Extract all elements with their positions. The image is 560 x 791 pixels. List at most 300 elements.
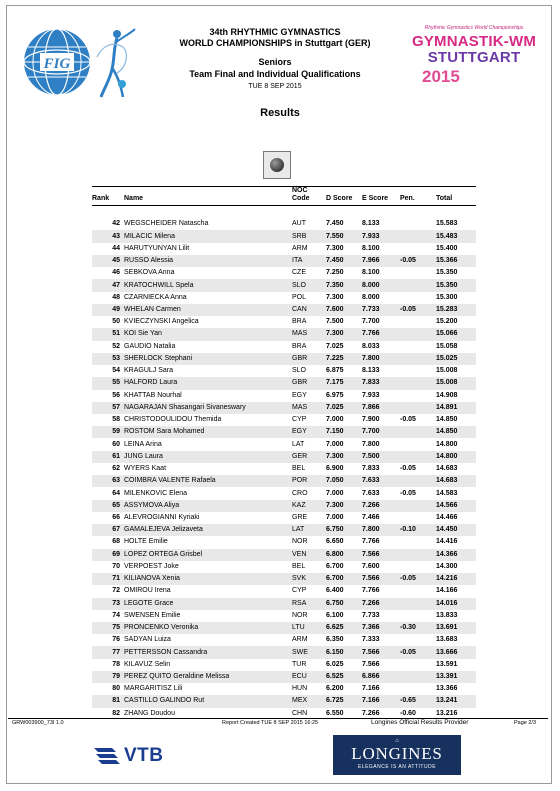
d-score-cell: 6.650: [326, 538, 344, 546]
total-cell: 15.200: [436, 318, 458, 326]
rank-cell: 64: [112, 489, 120, 497]
e-score-cell: 7.266: [362, 598, 400, 610]
d-score-cell: 7.025: [326, 402, 362, 414]
penalty-cell: [400, 683, 436, 695]
noc-cell: MEX: [292, 695, 326, 707]
e-score-cell: 8.100: [362, 269, 380, 277]
total-cell: 15.350: [436, 269, 458, 277]
vtb-logo-text: VTB: [124, 745, 164, 766]
e-score-cell: 7.933: [362, 230, 400, 242]
penalty-cell: [400, 438, 436, 450]
name-cell: KOI Sie Yan: [124, 328, 292, 340]
name-cell: KILIANOVA Xenia: [124, 573, 292, 585]
name-cell: MILENKOVIC Elena: [124, 489, 188, 497]
name-cell: CHRISTODOULIDOU Themida: [124, 416, 222, 424]
table-row: [92, 561, 476, 573]
name-cell: PEREZ QUITO Geraldine Melissa: [124, 671, 292, 683]
noc-cell: CYP: [292, 416, 307, 424]
d-score-cell: 7.175: [326, 377, 362, 389]
d-score-cell: 6.725: [326, 695, 362, 707]
d-score-cell: 7.000: [326, 513, 344, 521]
table-row: [92, 353, 476, 365]
d-score-cell: 7.450: [326, 255, 362, 267]
noc-cell: ARM: [292, 636, 308, 644]
d-score-cell: 7.000: [326, 489, 344, 497]
d-score-cell: 6.700: [326, 573, 362, 585]
table-row: [92, 695, 476, 707]
total-cell: 13.666: [436, 646, 476, 658]
e-score-cell: 8.133: [362, 220, 380, 228]
d-score-cell: 6.025: [326, 660, 344, 668]
penalty-cell: [400, 365, 436, 377]
noc-cell: HUN: [292, 685, 308, 693]
total-cell: 15.025: [436, 353, 476, 365]
rank-cell: 82: [112, 709, 120, 717]
table-row: [92, 255, 476, 267]
noc-cell: BRA: [292, 318, 307, 326]
wm-dot-icon: [118, 80, 126, 88]
d-score-cell: 6.975: [326, 391, 344, 399]
name-cell: KVIECZYNSKI Angelica: [124, 318, 199, 326]
total-cell: 14.216: [436, 573, 476, 585]
col-d-header: D Score: [326, 187, 362, 206]
e-score-cell: 7.633: [362, 489, 380, 497]
penalty-cell: [400, 512, 436, 524]
name-cell: SADYAN Luiza: [124, 636, 171, 644]
table-row: [92, 634, 476, 646]
table-row: [92, 622, 476, 634]
name-cell: SEBKOVA Anna: [124, 269, 175, 277]
total-cell: 15.058: [436, 342, 458, 350]
d-score-cell: 6.750: [326, 524, 362, 536]
penalty-cell: -0.05: [400, 416, 416, 424]
total-cell: 15.350: [436, 279, 476, 291]
table-row: [92, 487, 476, 499]
longines-logo-text: LONGINES: [351, 744, 443, 763]
e-score-cell: 7.766: [362, 538, 380, 546]
document-code: GRW003900_73I 1.0: [12, 720, 64, 726]
e-score-cell: 7.733: [362, 611, 380, 619]
rank-cell: 45: [92, 255, 124, 267]
noc-cell: EGY: [292, 391, 307, 399]
e-score-cell: 7.366: [362, 622, 400, 634]
table-row: [92, 402, 476, 414]
table-row: [92, 549, 476, 561]
total-cell: 13.241: [436, 695, 476, 707]
total-cell: 14.566: [436, 500, 476, 512]
e-score-cell: 7.166: [362, 685, 380, 693]
name-cell: VERPOEST Joke: [124, 562, 179, 570]
total-cell: 14.891: [436, 402, 476, 414]
rank-cell: 50: [112, 318, 120, 326]
penalty-cell: -0.05: [400, 489, 416, 497]
col-total-header: Total: [436, 187, 476, 206]
penalty-cell: [400, 610, 436, 622]
noc-cell: SLO: [292, 367, 307, 375]
total-cell: 14.800: [436, 451, 476, 463]
noc-cell: ARM: [292, 244, 308, 252]
total-cell: 14.850: [436, 416, 458, 424]
name-cell: KRATOCHWILL Spela: [124, 279, 292, 291]
wm-logo-small-text: Rhythmic Gymnastics World Championships: [424, 25, 524, 31]
e-score-cell: 7.700: [362, 426, 400, 438]
e-score-cell: 8.000: [362, 293, 380, 301]
e-score-cell: 7.566: [362, 573, 400, 585]
total-cell: 14.466: [436, 513, 458, 521]
rank-cell: 55: [92, 377, 124, 389]
penalty-cell: [400, 292, 436, 304]
penalty-cell: [400, 316, 436, 328]
table-row: [92, 512, 476, 524]
name-cell: CASTILLO GALINDO Rut: [124, 695, 292, 707]
d-score-cell: 6.150: [326, 646, 362, 658]
results-provider: Longines Official Results Provider: [371, 719, 469, 726]
results-table: [92, 186, 476, 720]
table-row: [92, 267, 476, 279]
table-row: [92, 585, 476, 597]
name-cell: LEINA Arina: [124, 440, 162, 448]
table-row: [92, 451, 476, 463]
table-row: [92, 414, 476, 426]
fig-logo-text: FIG: [43, 56, 71, 72]
report-header: [150, 27, 400, 92]
table-row: [92, 365, 476, 377]
noc-cell: CZE: [292, 269, 306, 277]
d-score-cell: 6.625: [326, 622, 362, 634]
gymnast-logo: [93, 27, 137, 99]
table-row: [92, 316, 476, 328]
d-score-cell: 6.525: [326, 671, 362, 683]
rank-cell: 48: [112, 293, 120, 301]
d-score-cell: 7.600: [326, 304, 362, 316]
d-score-cell: 6.800: [326, 549, 362, 561]
d-score-cell: 6.400: [326, 587, 344, 595]
name-cell: OMIROU Irena: [124, 587, 171, 595]
noc-cell: POR: [292, 475, 326, 487]
e-score-cell: 7.766: [362, 328, 400, 340]
penalty-cell: [400, 598, 436, 610]
noc-cell: SWE: [292, 646, 326, 658]
penalty-cell: -0.05: [400, 465, 416, 473]
d-score-cell: 7.450: [326, 220, 344, 228]
gymnastik-wm-logo: [408, 25, 540, 91]
d-score-cell: 7.550: [326, 230, 362, 242]
d-score-cell: 7.150: [326, 426, 362, 438]
penalty-cell: [400, 341, 436, 353]
noc-cell: LAT: [292, 440, 305, 448]
total-cell: 15.066: [436, 328, 476, 340]
rank-cell: 68: [112, 538, 120, 546]
penalty-cell: [400, 377, 436, 389]
total-cell: 14.683: [436, 465, 458, 473]
rank-cell: 51: [92, 328, 124, 340]
e-score-cell: 8.000: [362, 279, 400, 291]
name-cell: JUNG Laura: [124, 451, 292, 463]
total-cell: 14.416: [436, 538, 458, 546]
name-cell: KHATTAB Nourhal: [124, 391, 182, 399]
d-score-cell: 7.350: [326, 279, 362, 291]
fig-globe-logo: [22, 27, 92, 97]
rank-cell: 76: [112, 636, 120, 644]
d-score-cell: 7.300: [326, 451, 362, 463]
e-score-cell: 7.866: [362, 402, 400, 414]
d-score-cell: 7.050: [326, 475, 362, 487]
noc-cell: ITA: [292, 255, 326, 267]
noc-cell: NOR: [292, 538, 308, 546]
e-score-cell: 7.500: [362, 451, 400, 463]
total-cell: 14.850: [436, 426, 476, 438]
total-cell: 13.691: [436, 622, 476, 634]
name-cell: SWENSEN Emilie: [124, 611, 181, 619]
name-cell: LEGOTE Grace: [124, 598, 292, 610]
table-row: [92, 475, 476, 487]
name-cell: CZARNIECKA Anna: [124, 293, 187, 301]
noc-cell: KAZ: [292, 500, 326, 512]
e-score-cell: 7.566: [362, 646, 400, 658]
e-score-cell: 7.833: [362, 465, 380, 473]
penalty-cell: [400, 390, 436, 402]
d-score-cell: 6.350: [326, 636, 344, 644]
total-cell: 15.008: [436, 367, 458, 375]
penalty-cell: [400, 451, 436, 463]
page-number: Page 2/3: [514, 720, 537, 726]
penalty-cell: [400, 475, 436, 487]
penalty-cell: [400, 536, 436, 548]
noc-cell: ECU: [292, 671, 326, 683]
total-cell: 15.483: [436, 230, 476, 242]
noc-cell: SVK: [292, 573, 326, 585]
rank-cell: 56: [112, 391, 120, 399]
noc-cell: LAT: [292, 524, 326, 536]
noc-cell: BRA: [292, 342, 307, 350]
noc-cell: LTU: [292, 622, 326, 634]
noc-cell: CYP: [292, 587, 307, 595]
category-label: Seniors: [258, 57, 292, 67]
noc-cell: CRO: [292, 489, 308, 497]
penalty-cell: [400, 671, 436, 683]
vtb-logo: [94, 740, 174, 770]
e-score-cell: 8.100: [362, 244, 380, 252]
total-cell: 14.166: [436, 587, 458, 595]
penalty-cell: -0.30: [400, 622, 436, 634]
rank-cell: 70: [112, 562, 120, 570]
table-row: [92, 328, 476, 340]
total-cell: 15.366: [436, 255, 476, 267]
d-score-cell: 7.300: [326, 500, 362, 512]
name-cell: KILAVUZ Selin: [124, 660, 171, 668]
name-cell: ALEVROGIANNI Kyriaki: [124, 513, 200, 521]
name-cell: PETTERSSON Cassandra: [124, 646, 292, 658]
total-cell: 14.300: [436, 562, 458, 570]
penalty-cell: [400, 218, 436, 230]
name-cell: ZHANG Doudou: [124, 709, 175, 717]
table-row: [92, 500, 476, 512]
rank-cell: 54: [112, 367, 120, 375]
e-score-cell: 7.600: [362, 562, 380, 570]
noc-cell: VEN: [292, 549, 326, 561]
name-cell: WYERS Kaat: [124, 465, 167, 473]
rank-cell: 79: [92, 671, 124, 683]
rank-cell: 71: [92, 573, 124, 585]
ball-icon: [263, 151, 291, 179]
total-cell: 14.366: [436, 549, 476, 561]
d-score-cell: 6.550: [326, 709, 344, 717]
penalty-cell: -0.65: [400, 695, 436, 707]
championship-subtitle: WORLD CHAMPIONSHIPS in Stuttgart (GER): [179, 38, 371, 48]
rank-cell: 77: [92, 646, 124, 658]
d-score-cell: 6.200: [326, 685, 344, 693]
table-header-row: [92, 187, 476, 206]
table-row: [92, 598, 476, 610]
rank-cell: 61: [92, 451, 124, 463]
table-row: [92, 646, 476, 658]
rank-cell: 78: [112, 660, 120, 668]
table-row: [92, 610, 476, 622]
ball-shape: [270, 158, 284, 172]
rank-cell: 49: [92, 304, 124, 316]
total-cell: 15.283: [436, 304, 476, 316]
table-row: [92, 341, 476, 353]
e-score-cell: 7.733: [362, 304, 400, 316]
table-row: [92, 659, 476, 671]
noc-cell: NOR: [292, 611, 308, 619]
e-score-cell: 7.266: [362, 500, 400, 512]
rank-cell: 67: [92, 524, 124, 536]
col-name-header: Name: [124, 187, 292, 206]
penalty-cell: -0.05: [400, 573, 436, 585]
e-score-cell: 7.700: [362, 318, 380, 326]
wm-logo-line2: STUTTGART: [427, 49, 521, 66]
total-cell: 14.800: [436, 440, 458, 448]
rank-cell: 75: [92, 622, 124, 634]
rank-cell: 58: [112, 416, 120, 424]
e-score-cell: 7.966: [362, 255, 400, 267]
table-row: [92, 230, 476, 242]
penalty-cell: -0.05: [400, 304, 436, 316]
penalty-cell: [400, 426, 436, 438]
d-score-cell: 6.700: [326, 562, 344, 570]
table-row: [92, 243, 476, 255]
noc-cell: GER: [292, 451, 326, 463]
penalty-cell: [400, 549, 436, 561]
table-row: [92, 438, 476, 450]
total-cell: 15.400: [436, 244, 458, 252]
results-title: Results: [260, 107, 300, 119]
championship-title: 34th RHYTHMIC GYMNASTICS: [209, 27, 341, 37]
e-score-cell: 7.800: [362, 440, 380, 448]
name-cell: WEGSCHEIDER Natascha: [124, 220, 209, 228]
penalty-cell: [400, 500, 436, 512]
penalty-cell: [400, 267, 436, 279]
noc-cell: TUR: [292, 660, 307, 668]
vtb-stripes-icon: [94, 746, 120, 766]
noc-cell: MAS: [292, 328, 326, 340]
penalty-cell: [400, 243, 436, 255]
e-score-cell: 7.633: [362, 475, 400, 487]
rank-cell: 53: [92, 353, 124, 365]
name-cell: RUSSO Alessia: [124, 255, 292, 267]
e-score-cell: 8.133: [362, 367, 380, 375]
total-cell: 14.908: [436, 391, 458, 399]
e-score-cell: 7.800: [362, 524, 400, 536]
table-row: [92, 524, 476, 536]
e-score-cell: 7.933: [362, 391, 380, 399]
name-cell: HOLTE Emilie: [124, 538, 168, 546]
longines-wing-icon: ⌂: [395, 738, 399, 744]
e-score-cell: 7.166: [362, 695, 400, 707]
e-score-cell: 7.833: [362, 377, 400, 389]
noc-cell: SRB: [292, 230, 326, 242]
penalty-cell: [400, 402, 436, 414]
col-rank-header: Rank: [92, 187, 124, 206]
rank-cell: 69: [92, 549, 124, 561]
e-score-cell: 7.566: [362, 549, 400, 561]
noc-cell: RSA: [292, 598, 326, 610]
rank-cell: 63: [92, 475, 124, 487]
table-row: [92, 390, 476, 402]
d-score-cell: 7.500: [326, 318, 344, 326]
total-cell: 14.583: [436, 489, 458, 497]
name-cell: NAGARAJAN Shasangari Sivaneswary: [124, 402, 292, 414]
table-row: [92, 218, 476, 230]
total-cell: 14.450: [436, 524, 476, 536]
penalty-cell: -0.05: [400, 646, 436, 658]
event-label: Team Final and Individual Qualifications: [189, 69, 361, 79]
penalty-cell: [400, 585, 436, 597]
total-cell: 13.366: [436, 685, 458, 693]
total-cell: 13.833: [436, 611, 458, 619]
name-cell: COIMBRA VALENTE Rafaela: [124, 475, 292, 487]
d-score-cell: 6.100: [326, 611, 344, 619]
rank-cell: 65: [92, 500, 124, 512]
table-row: [92, 426, 476, 438]
table-row: [92, 536, 476, 548]
results-body: [92, 206, 476, 720]
noc-cell: BEL: [292, 562, 306, 570]
wm-logo-line1: GYMNASTIK-WM: [411, 33, 537, 50]
rank-cell: 80: [112, 685, 120, 693]
d-score-cell: 7.000: [326, 416, 344, 424]
name-cell: PRONCENKO Veronika: [124, 622, 292, 634]
name-cell: HARUTYUNYAN Lilit: [124, 244, 190, 252]
wm-logo-year: 2015: [422, 67, 460, 86]
noc-cell: CAN: [292, 304, 326, 316]
rank-cell: 52: [112, 342, 120, 350]
total-cell: 13.591: [436, 660, 458, 668]
table-row: [92, 683, 476, 695]
d-score-cell: 6.900: [326, 465, 344, 473]
longines-logo: [333, 735, 461, 775]
table-row: [92, 573, 476, 585]
d-score-cell: 7.000: [326, 440, 344, 448]
e-score-cell: 8.033: [362, 342, 380, 350]
d-score-cell: 7.300: [326, 328, 362, 340]
name-cell: ASSYMOVA Aliya: [124, 500, 292, 512]
rank-cell: 42: [112, 220, 120, 228]
e-score-cell: 7.333: [362, 636, 380, 644]
noc-cell: AUT: [292, 220, 306, 228]
rank-cell: 46: [112, 269, 120, 277]
penalty-cell: -0.60: [400, 709, 416, 717]
e-score-cell: 7.900: [362, 416, 380, 424]
penalty-cell: -0.05: [400, 255, 436, 267]
name-cell: MARGARITISZ Lili: [124, 685, 183, 693]
rank-cell: 60: [112, 440, 120, 448]
name-cell: MILACIC Milena: [124, 230, 292, 242]
penalty-cell: -0.10: [400, 524, 436, 536]
table-row: [92, 377, 476, 389]
e-score-cell: 7.566: [362, 660, 380, 668]
